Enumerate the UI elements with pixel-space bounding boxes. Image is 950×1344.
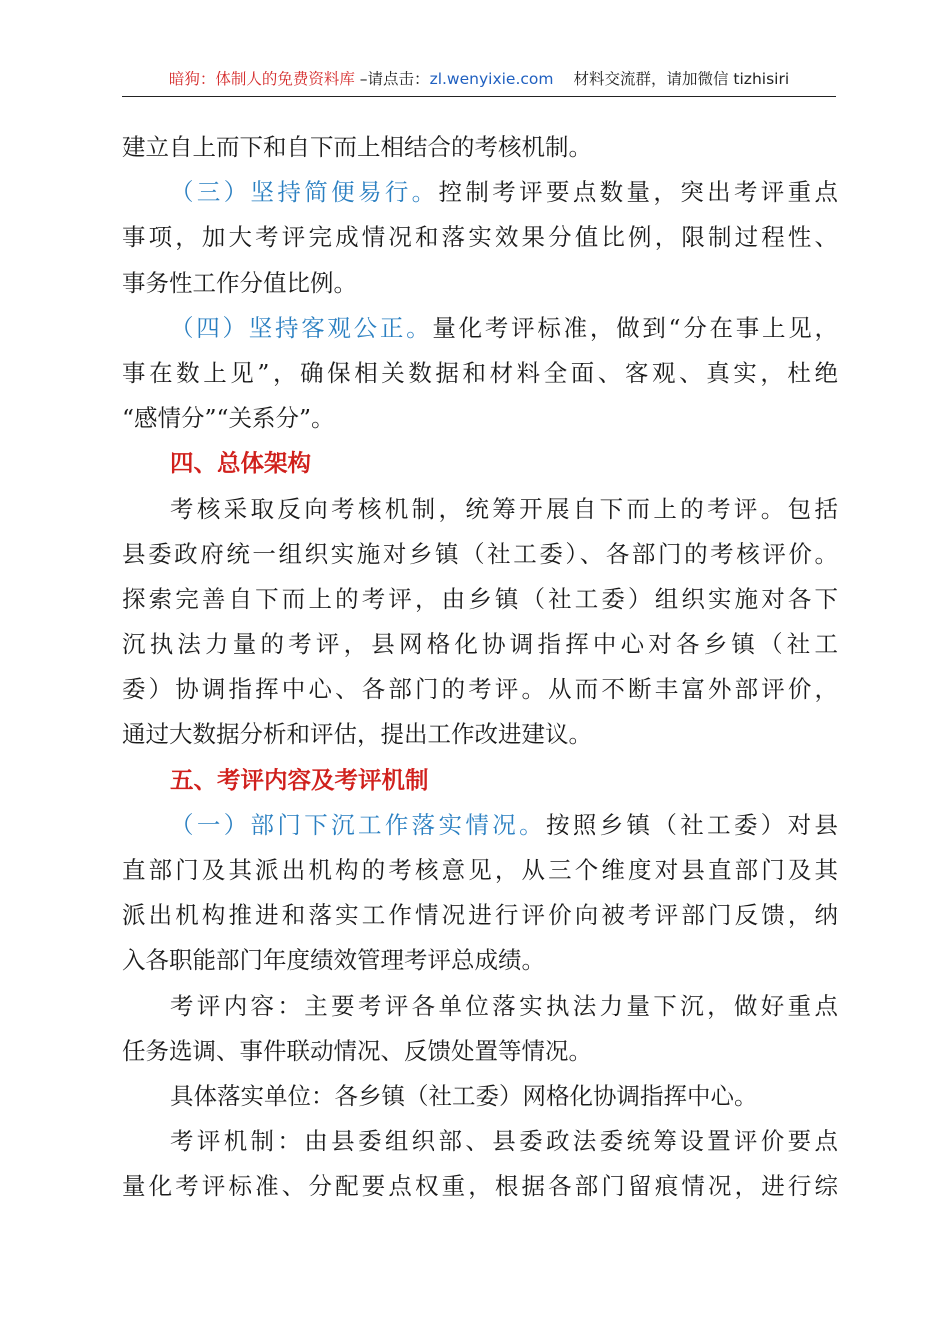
paragraph-line: 直部门及其派出机构的考核意见，从三个维度对县直部门及其	[122, 856, 838, 884]
paragraph-line: 任务选调、事件联动情况、反馈处置等情况。	[122, 1036, 592, 1065]
section-heading: 四、总体架构	[170, 449, 311, 478]
paragraph-line	[122, 803, 838, 848]
header-click-prompt: –请点击：	[354, 70, 430, 88]
paragraph-line: 建立自上而下和自下而上相结合的考核机制。	[122, 133, 592, 161]
paragraph-line: 县委政府统一组织实施对乡镇（社工委）、各部门的考核评价。	[122, 539, 838, 568]
paragraph-line: 考核采取反向考核机制，统筹开展自下而上的考评。包括	[170, 494, 838, 523]
paragraph-line	[122, 306, 838, 351]
header-url-link[interactable]: zl.wenyixie.com	[429, 70, 554, 88]
document-body	[122, 125, 838, 1210]
subsection-title: （一）部门下沉工作落实情况。	[170, 810, 546, 839]
header-contact: 材料交流群，请加微信 tizhisiri	[573, 70, 790, 88]
section-heading: 五、考评内容及考评机制	[170, 765, 429, 794]
paragraph-line: 考评内容：主要考评各单位落实执法力量下沉，做好重点	[170, 991, 838, 1020]
paragraph-line: 考评机制：由县委组织部、县委政法委统筹设置评价要点	[170, 1127, 838, 1156]
paragraph-line	[122, 170, 838, 215]
paragraph-line: 委）协调指挥中心、各部门的考评。从而不断丰富外部评价，	[122, 675, 838, 704]
paragraph-text: 量化考评标准，做到“分在事上见，	[432, 313, 839, 342]
paragraph-text: 按照乡镇（社工委）对县	[545, 810, 839, 839]
paragraph-line: 沉执法力量的考评，县网格化协调指挥中心对各乡镇（社工	[122, 630, 838, 659]
subsection-title: （四）坚持客观公正。	[170, 313, 433, 342]
paragraph-line: 入各职能部门年度绩效管理考评总成绩。	[122, 946, 545, 975]
paragraph-line: 通过大数据分析和评估，提出工作改进建议。	[122, 720, 592, 749]
paragraph-line: 量化考评标准、分配要点权重，根据各部门留痕情况，进行综	[122, 1172, 838, 1201]
paragraph-line: 派出机构推进和落实工作情况进行评价向被考评部门反馈，纳	[122, 901, 838, 930]
paragraph-line: 事务性工作分值比例。	[122, 268, 357, 297]
paragraph-line: “感情分”“关系分”。	[122, 404, 335, 433]
paragraph-line: 事项，加大考评完成情况和落实效果分值比例，限制过程性、	[122, 223, 838, 252]
header-brand: 暗狗：体制人的免费资料库	[168, 70, 355, 88]
paragraph-line: 探索完善自下而上的考评，由乡镇（社工委）组织实施对各下	[122, 584, 838, 613]
subsection-title: （三）坚持简便易行。	[170, 178, 439, 207]
paragraph-text: 控制考评要点数量，突出考评重点	[438, 178, 839, 207]
paragraph-line: 事在数上见”，确保相关数据和材料全面、客观、真实，杜绝	[122, 358, 838, 387]
paragraph-line: 具体落实单位：各乡镇（社工委）网格化协调指挥中心。	[170, 1081, 758, 1110]
page-header	[122, 62, 836, 97]
